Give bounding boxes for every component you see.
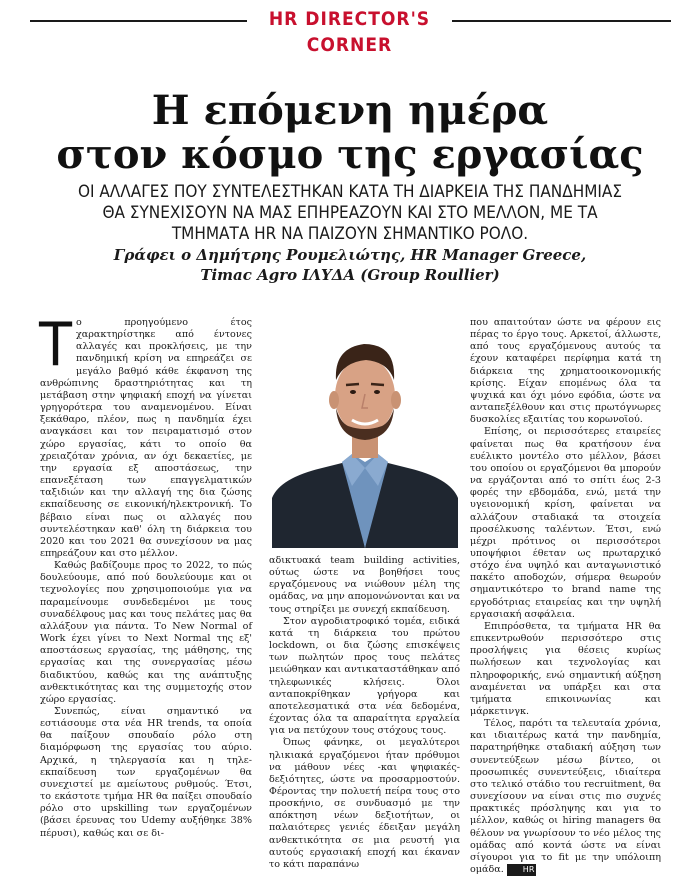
paragraph-6: Όπως φάνηκε, οι μεγαλύτεροι ηλικιακά εργαζόμενοι ήταν πρόθυμοι να μάθουν νέες -και ψηφιακές- δεξιότητες, ώστε να προσαρμοστούν. Φέροντας την πολυετή πείρα τους στο προσκήνιο, σε συνδυασμό με την απόκτηση νέων δεξιοτήτων, οι παλαιότερες γενιές έδειξαν μεγάλη ανθεκτικότητα σε μια ρευστή για αυτούς εργασιακή εποχή και έκαναν το κάτι παραπάνω xyxy=(269,737,460,870)
column-2-lower xyxy=(269,555,460,871)
paragraph-10 xyxy=(470,718,661,876)
paragraph-1 xyxy=(39,310,252,560)
paragraph-2: Καθώς βαδίζουμε προς το 2022, το πώς δουλεύουμε, από πού δουλεύουμε και οι τεχνολογίες που χρησιμοποιούμε για να παραμείνουμε συνδεδεμένοι με τους συναδέλφους μας και τους πελάτες μας θα αλλάξουν για πάντα. Το New Normal of Work έχει γίνει το Next Normal της εξ' αποστάσεως εργασίας, της μάθησης, της εργασίας και της συνεργασίας μέσω διαδικτύου, καθώς και της ανάπτυξης ανθεκτικότητας και της συμμετοχής στον χώρο εργασίας. xyxy=(40,560,252,705)
section-label: HR DIRECTOR'S CORNER xyxy=(268,8,431,56)
header-rule-left xyxy=(30,20,247,22)
article-subtitle xyxy=(0,182,700,245)
subtitle-line-2: ΘΑ ΣΥΝΕΧΙΣΟΥΝ ΝΑ ΜΑΣ ΕΠΗΡΕΑΖΟΥΝ ΚΑΙ ΣΤΟ ΜΕΛΛΟΝ, ΜΕ ΤΑ xyxy=(102,203,598,223)
paragraph-1-text: ο προηγούμενο έτος χαρακτηρίστηκε από έντονες αλλαγές και προκλήσεις, με την πανδημική κρίση να επηρεάζει σε μεγάλο βαθμό κάθε έκφανση της ανθρώπινης δραστηριότητας και τη μετάβαση στην ψηφιακή εποχή να γίνεται γρηγορότερα του αναμενομένου. Είναι ξεκάθαρο, πλέον, πως η πανδημία έχει αναγκάσει και τον πειραματισμό στον χώρο εργασίας, κάτι το οποίο θα χρειαζόταν χρόνια, αν όχι δεκαετίες, με την εργασία εξ αποστάσεως, την επανεξέταση των επαγγελματικών ταξιδιών και την αλλαγή της δια ζώσης εκπαίδευσης σε εικονική/ηλεκτρονική. Το βέβαιο είναι πως οι αλλαγές που συντελέστηκαν καθ' όλη τη διάρκεια του 2020 και του 2021 θα συνεχίσουν να μας επηρεάζουν και στο μέλλον. xyxy=(40,317,252,559)
article-title-line-1: Η επόμενη ημέρα xyxy=(151,87,549,134)
article-byline xyxy=(0,245,700,285)
byline-line-2: Timac Agro ΙΛΥΔΑ (Group Roullier) xyxy=(200,266,500,284)
paragraph-9: Επιπρόσθετα, τα τμήματα HR θα επικεντρωθούν περισσότερο στις προσλήψεις για θέσεις κυρίως πωλήσεων και τεχνολογίας και πληροφορικής, ενώ σημαντική αύξηση αναμένεται να υπάρξει και στα τμήματα επικοινωνίας και μάρκετινγκ. xyxy=(470,620,661,717)
paragraph-7: που απαιτούταν ώστε να φέρουν εις πέρας το έργο τους. Αρκετοί, άλλωστε, από τους εργαζόμενους αυτούς τα έχουν καταφέρει περίφημα κατά τη διάρκεια της χρηματοοικονομικής κρίσης. Είχαν επομένως όλα τα ψυχικά και όχι μόνο εφόδια, ώστε να ανταπεξέλθουν και στις πρωτόγνωρες δυσκολίες εξαιτίας του κορωνοϊού. xyxy=(470,317,661,426)
paragraph-10-text: Τέλος, παρότι τα τελευταία χρόνια, και ιδιαιτέρως κατά την πανδημία, παρατηρήθηκε σταδιακή αύξηση των συνεντεύξεων μέσω βίντεο, οι προσωπικές συνεντεύξεις, ιδιαίτερα στο τελικό στάδιο του recruitment, θα συνεχίσουν να είναι στις πιο συχνές πρακτικές πρόσληψης και για το μέλλον, καθώς οι hiring managers θα θέλουν να γνωρίσουν το νέο μέλος της ομάδας από κοντά ώστε να είναι σίγουροι για το fit με την υπόλοιπη ομάδα. xyxy=(470,718,661,876)
author-photo xyxy=(272,322,458,548)
header-rule-right xyxy=(452,20,671,22)
author-portrait xyxy=(272,322,458,548)
paragraph-4: αδικτυακά team building activities, ούτως ώστε να βοηθήσει τους εργαζόμενους να νιώθουν μέλη της ομάδας, να μην απομονώνονται και να τους στηρίξει με συνεχή εκπαίδευση. xyxy=(269,555,460,615)
paragraph-8: Επίσης, οι περισσότερες εταιρείες φαίνεται πως θα κρατήσουν ένα ευέλικτο μοντέλο στο μέλλον, βάσει του οποίου οι εργαζόμενοι θα μπορούν να εργάζονται από το σπίτι έως 2-3 φορές την εβδομάδα, ενώ, μετά την υγειονομική κρίση, φαίνεται να αλλάζουν σταδιακά τα στοιχεία προσέλκυσης ταλέντων. Έτσι, ενώ μέχρι πρότινος οι περισσότεροι υποψήφιοι έθεταν ως πρωταρχικό στόχο ένα υψηλό και ανταγωνιστικό πακέτο αποδοχών, σήμερα θεωρούν σημαντικότερο το brand name της εργοδότριας εταιρείας και την υψηλή εργασιακή ασφάλεια. xyxy=(470,426,661,620)
article-title-line-2: στον κόσμο της εργασίας xyxy=(56,131,644,178)
subtitle-line-1: ΟΙ ΑΛΛΑΓΕΣ ΠΟΥ ΣΥΝΤΕΛΕΣΤΗΚΑΝ ΚΑΤΑ ΤΗ ΔΙΑΡΚΕΙΑ ΤΗΣ ΠΑΝΔΗΜΙΑΣ xyxy=(77,182,623,202)
byline-line-1: Γράφει ο Δημήτρης Ρουμελιώτης, HR Manager Greece, xyxy=(113,246,587,264)
paragraph-3: Συνεπώς, είναι σημαντικό να εστιάσουμε στα νέα HR trends, τα οποία θα παίξουν σπουδαίο ρόλο στη διαμόρφωση της εργασίας του αύριο. Αρχικά, η τηλεργασία και η τηλε-εκπαίδευση των εργαζομένων θα συνεχιστεί με αμείωτους ρυθμούς. Έτσι, το εκάστοτε τμήμα HR θα παίξει σπουδαίο ρόλο στο upskilling των εργαζομένων (βάσει έρευνας του Udemy αυξήθηκε 38% πέρυσι), καθώς και σε δι- xyxy=(40,706,252,839)
column-1 xyxy=(39,310,252,840)
subtitle-line-3: ΤΜΗΜΑΤΑ HR ΝΑ ΠΑΙΖΟΥΝ ΣΗΜΑΝΤΙΚΟ ΡΟΛΟ. xyxy=(171,224,529,244)
column-3 xyxy=(470,317,661,876)
drop-cap: Τ xyxy=(39,310,72,380)
end-mark: HR xyxy=(507,864,537,876)
paragraph-5: Στον αγροδιατροφικό τομέα, ειδικά κατά τη διάρκεια του πρώτου lockdown, οι δια ζώσης επισκέψεις των πωλητών προς τους πελάτες μειώθηκαν και αντικαταστάθηκαν από τηλεφωνικές κλήσεις. Όλοι ανταποκρίθηκαν γρήγορα και αποτελεσματικά στα νέα δεδομένα, έχοντας όλα τα απαραίτητα εργαλεία για να πετύχουν τους στόχους τους. xyxy=(269,615,460,737)
